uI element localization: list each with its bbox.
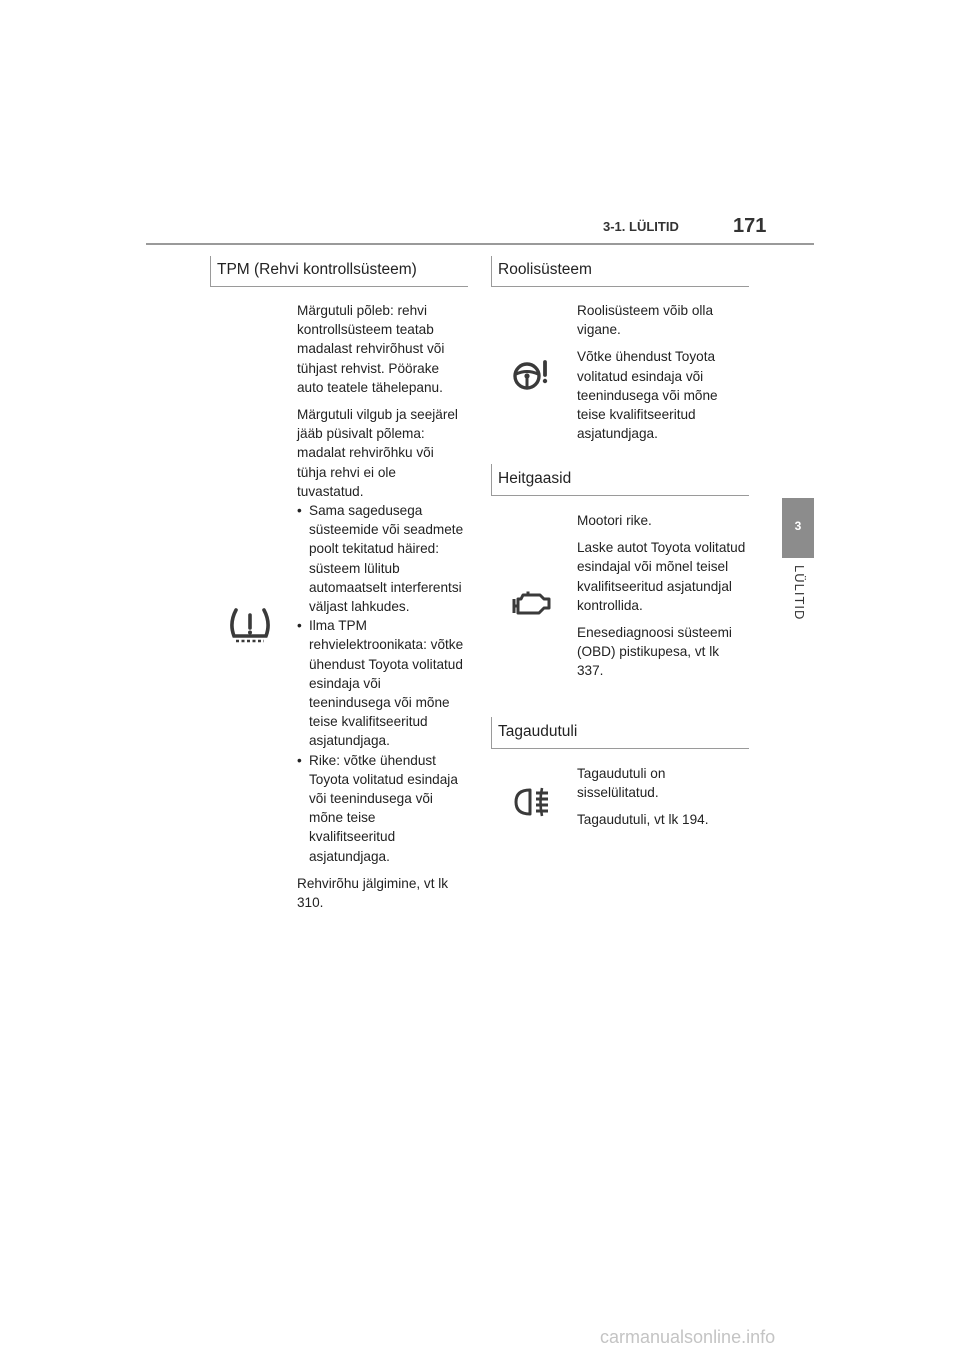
tpm-bullet-list xyxy=(297,501,465,866)
list-item: • Rike: võtke ühendust Toyota volitatud esindaja või teenindusega või mõne teise kvalifitseeritud asjatundjaga. xyxy=(297,751,465,866)
rearfog-text-2: Tagaudutuli, vt lk 194. xyxy=(577,812,709,828)
chapter-label: LÜLITID xyxy=(792,565,807,621)
list-item: • Sama sagedusega süsteemide või seadmete poolt tekitatud häired: süsteem lülitub automaatselt interferentsi väljast lahkudes. xyxy=(297,501,465,616)
page-number: 171 xyxy=(733,215,767,237)
steering-heading: Roolisüsteem xyxy=(491,256,749,287)
tpm-text-1: Märgutuli põleb: rehvi kontrollsüsteem teatab madalast rehvirõhust või tühjast rehvist. Pöörake auto teatele tähelepanu. xyxy=(297,303,445,395)
tpm-text-2: Märgutuli vilgub ja seejärel jääb püsivalt põlema: madalat rehvirõhku või tühja rehvi ei ole tuvastatud. xyxy=(297,407,458,499)
list-item: • Ilma TPM rehvielektroonikata: võtke ühendust Toyota volitatud esindaja või teenindusega või mõne teise kvalifitseeritud asjatundjaga. xyxy=(297,616,465,750)
emissions-text-3: Enesediagnoosi süsteemi (OBD) pistikupesa, vt lk 337. xyxy=(577,625,732,679)
steering-warning-icon xyxy=(511,358,551,392)
rearfog-text-1: Tagaudutuli on sisselülitatud. xyxy=(577,766,666,801)
tire-pressure-warning-icon xyxy=(228,606,272,646)
rear-fog-light-icon xyxy=(513,786,553,818)
tpm-description xyxy=(297,301,465,920)
emissions-description xyxy=(577,511,749,689)
emissions-heading: Heitgaasid xyxy=(491,464,749,496)
header-divider xyxy=(146,243,814,245)
watermark: carmanualsonline.info xyxy=(600,1327,776,1347)
steering-description xyxy=(577,301,745,451)
check-engine-icon xyxy=(511,590,553,620)
tpm-text-3: Rehvirõhu jälgimine, vt lk 310. xyxy=(297,875,449,911)
rearfog-heading: Tagaudutuli xyxy=(491,717,749,749)
chapter-tab xyxy=(782,498,814,558)
chapter-number: 3 xyxy=(794,519,802,533)
tpm-heading: TPM (Rehvi kontrollsüsteem) xyxy=(210,256,468,287)
steering-text-2: Võtke ühendust Toyota volitatud esindaja või teenindusega või mõne teise kvalifitseeritud asjatundjaga. xyxy=(577,349,718,442)
section-title: 3-1. LÜLITID xyxy=(603,219,679,234)
emissions-text-1: Mootori rike. xyxy=(577,513,652,528)
emissions-text-2: Laske autot Toyota volitatud esindajal või mõnel teisel kvalifitseeritud asjatundjal kontrollida. xyxy=(577,540,746,613)
steering-text-1: Roolisüsteem võib olla vigane. xyxy=(577,303,714,338)
rearfog-description xyxy=(577,764,745,838)
